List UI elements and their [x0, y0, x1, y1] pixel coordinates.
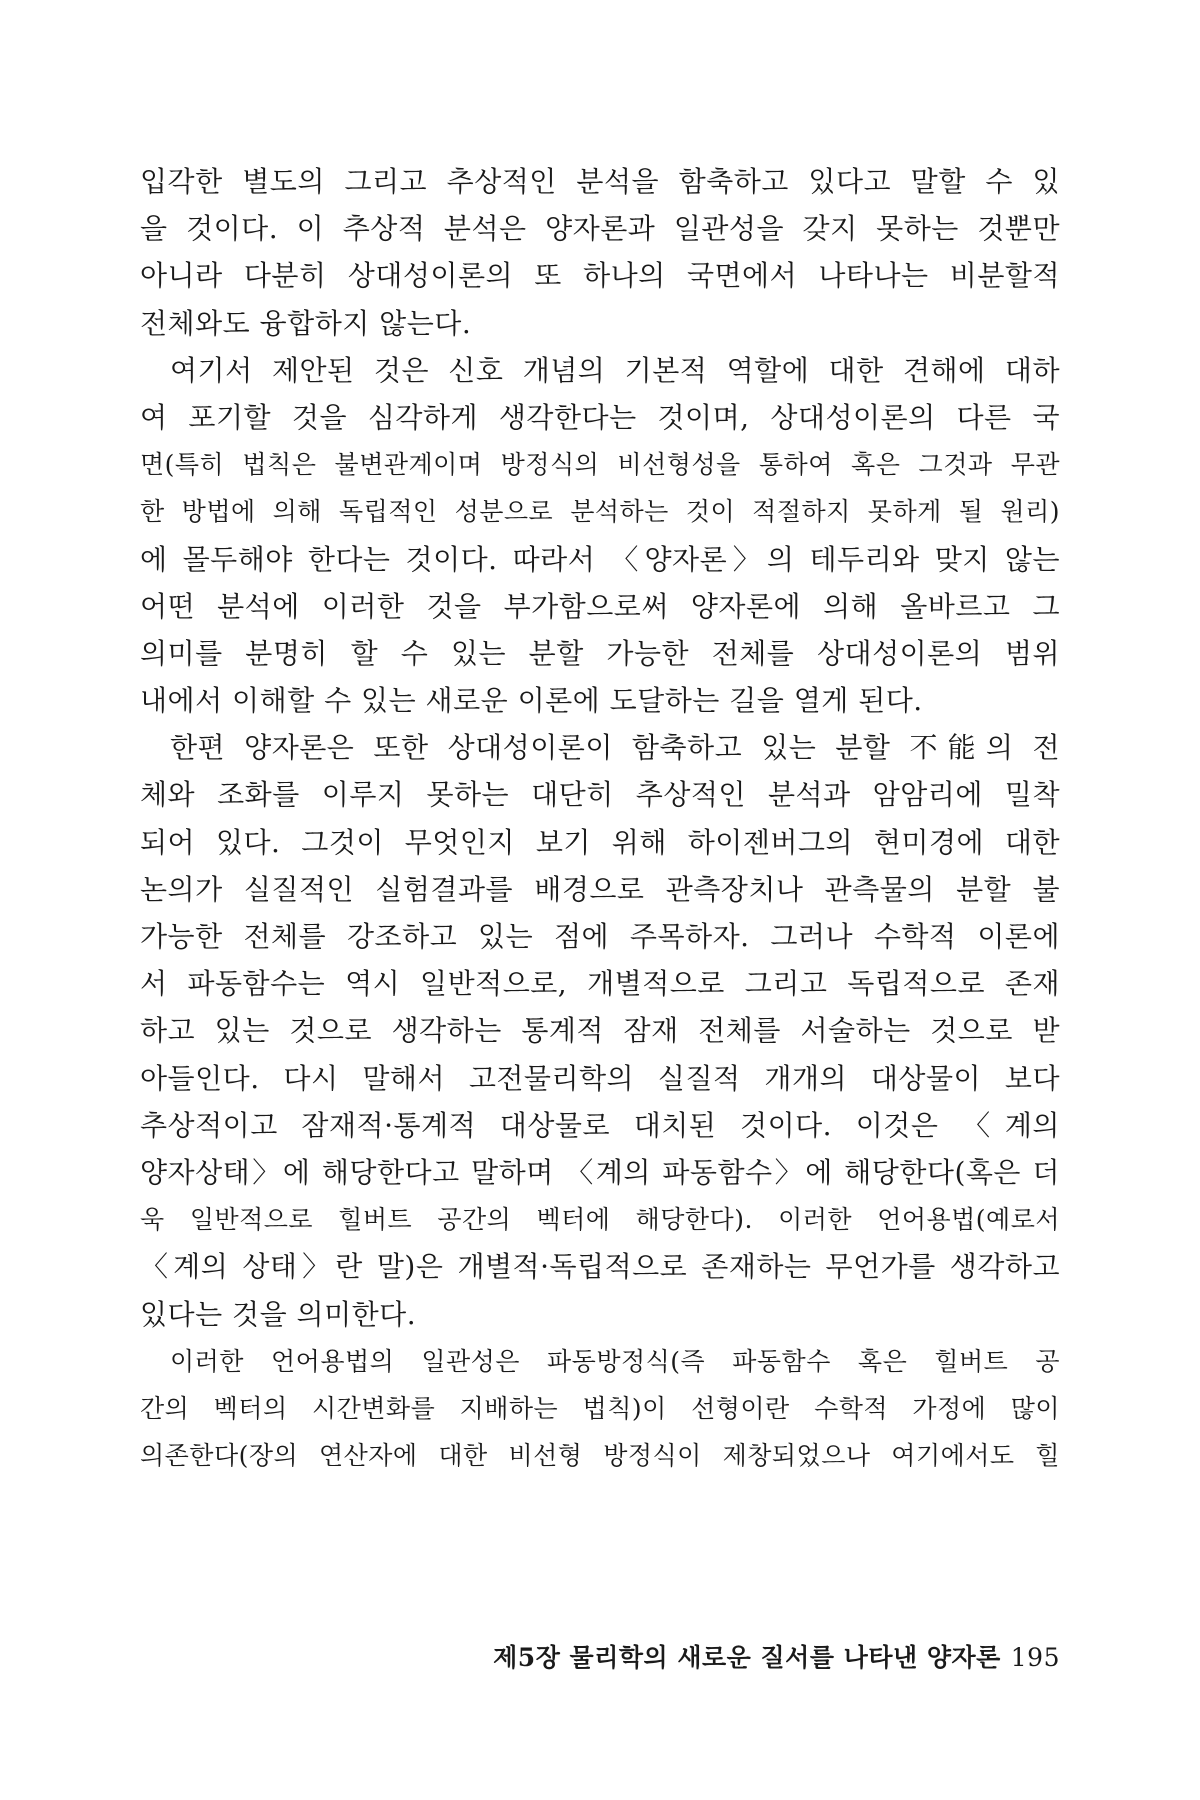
running-footer	[140, 1638, 1060, 1678]
text-line: 간의 벡터의 시간변화를 지배하는 법칙)이 선형이란 수학적 가정에 많이	[140, 1393, 1060, 1423]
text-line: 체와 조화를 이루지 못하는 대단히 추상적인 분석과 암암리에 밀착	[140, 778, 1060, 812]
text-line: 양자상태〉에 해당한다고 말하며 〈계의 파동함수〉에 해당한다(혹은 더	[140, 1155, 1060, 1189]
page-number: 195	[1010, 1643, 1060, 1672]
text-line: 추상적이고 잠재적·통계적 대상물로 대치된 것이다. 이것은 〈계의	[140, 1108, 1060, 1142]
body-text	[140, 158, 1060, 1479]
text-line: 입각한 별도의 그리고 추상적인 분석을 함축하고 있다고 말할 수 있	[140, 165, 1060, 198]
text-line: 욱 일반적으로 힐버트 공간의 벡터에 해당한다). 이러한 언어용법(예로서	[140, 1205, 1060, 1235]
text-line: 전체와도 융합하지 않는다.	[140, 306, 472, 340]
text-line: 〈계의 상태〉란 말)은 개별적·독립적으로 존재하는 무언가를 생각하고	[140, 1250, 1060, 1284]
text-line: 여기서 제안된 것은 신호 개념의 기본적 역할에 대한 견해에 대하	[170, 353, 1060, 387]
text-line: 여 포기할 것을 심각하게 생각한다는 것이며, 상대성이론의 다른 국	[140, 400, 1060, 434]
text-line: 아니라 다분히 상대성이론의 또 하나의 국면에서 나타나는 비분할적	[140, 259, 1060, 293]
text-line: 내에서 이해할 수 있는 새로운 이론에 도달하는 길을 열게 된다.	[140, 684, 923, 718]
chapter-title: 제5장 물리학의 새로운 질서를 나타낸 양자론	[493, 1643, 1001, 1672]
text-line: 의미를 분명히 할 수 있는 분할 가능한 전체를 상대성이론의 범위	[140, 636, 1060, 670]
text-line: 한 방법에 의해 독립적인 성분으로 분석하는 것이 적절하지 못하게 될 원리)	[140, 497, 1060, 527]
text-line: 가능한 전체를 강조하고 있는 점에 주목하자. 그러나 수학적 이론에	[140, 920, 1060, 953]
text-line: 논의가 실질적인 실험결과를 배경으로 관측장치나 관측물의 분할 불	[140, 872, 1060, 906]
text-line: 어떤 분석에 이러한 것을 부가함으로써 양자론에 의해 올바르고 그	[140, 589, 1060, 623]
text-line: 하고 있는 것으로 생각하는 통계적 잠재 전체를 서술하는 것으로 받	[140, 1014, 1060, 1048]
text-line: 이러한 언어용법의 일관성은 파동방정식(즉 파동함수 혹은 힐버트 공	[170, 1346, 1060, 1376]
text-line: 한편 양자론은 또한 상대성이론이 함축하고 있는 분할 不能의 전	[170, 731, 1060, 765]
text-line: 면(특히 법칙은 불변관계이며 방정식의 비선형성을 통하여 혹은 그것과 무관	[140, 450, 1060, 480]
text-line: 의존한다(장의 연산자에 대한 비선형 방정식이 제창되었으나 여기에서도 힐	[140, 1441, 1060, 1471]
text-line: 을 것이다. 이 추상적 분석은 양자론과 일관성을 갖지 못하는 것뿐만	[140, 212, 1060, 246]
text-line: 아들인다. 다시 말해서 고전물리학의 실질적 개개의 대상물이 보다	[140, 1061, 1060, 1095]
text-line: 되어 있다. 그것이 무엇인지 보기 위해 하이젠버그의 현미경에 대한	[140, 825, 1060, 859]
text-line: 에 몰두해야 한다는 것이다. 따라서 〈양자론〉의 테두리와 맞지 않는	[140, 542, 1060, 576]
text-line: 있다는 것을 의미한다.	[140, 1297, 417, 1331]
text-line: 서 파동함수는 역시 일반적으로, 개별적으로 그리고 독립적으로 존재	[140, 967, 1060, 1001]
